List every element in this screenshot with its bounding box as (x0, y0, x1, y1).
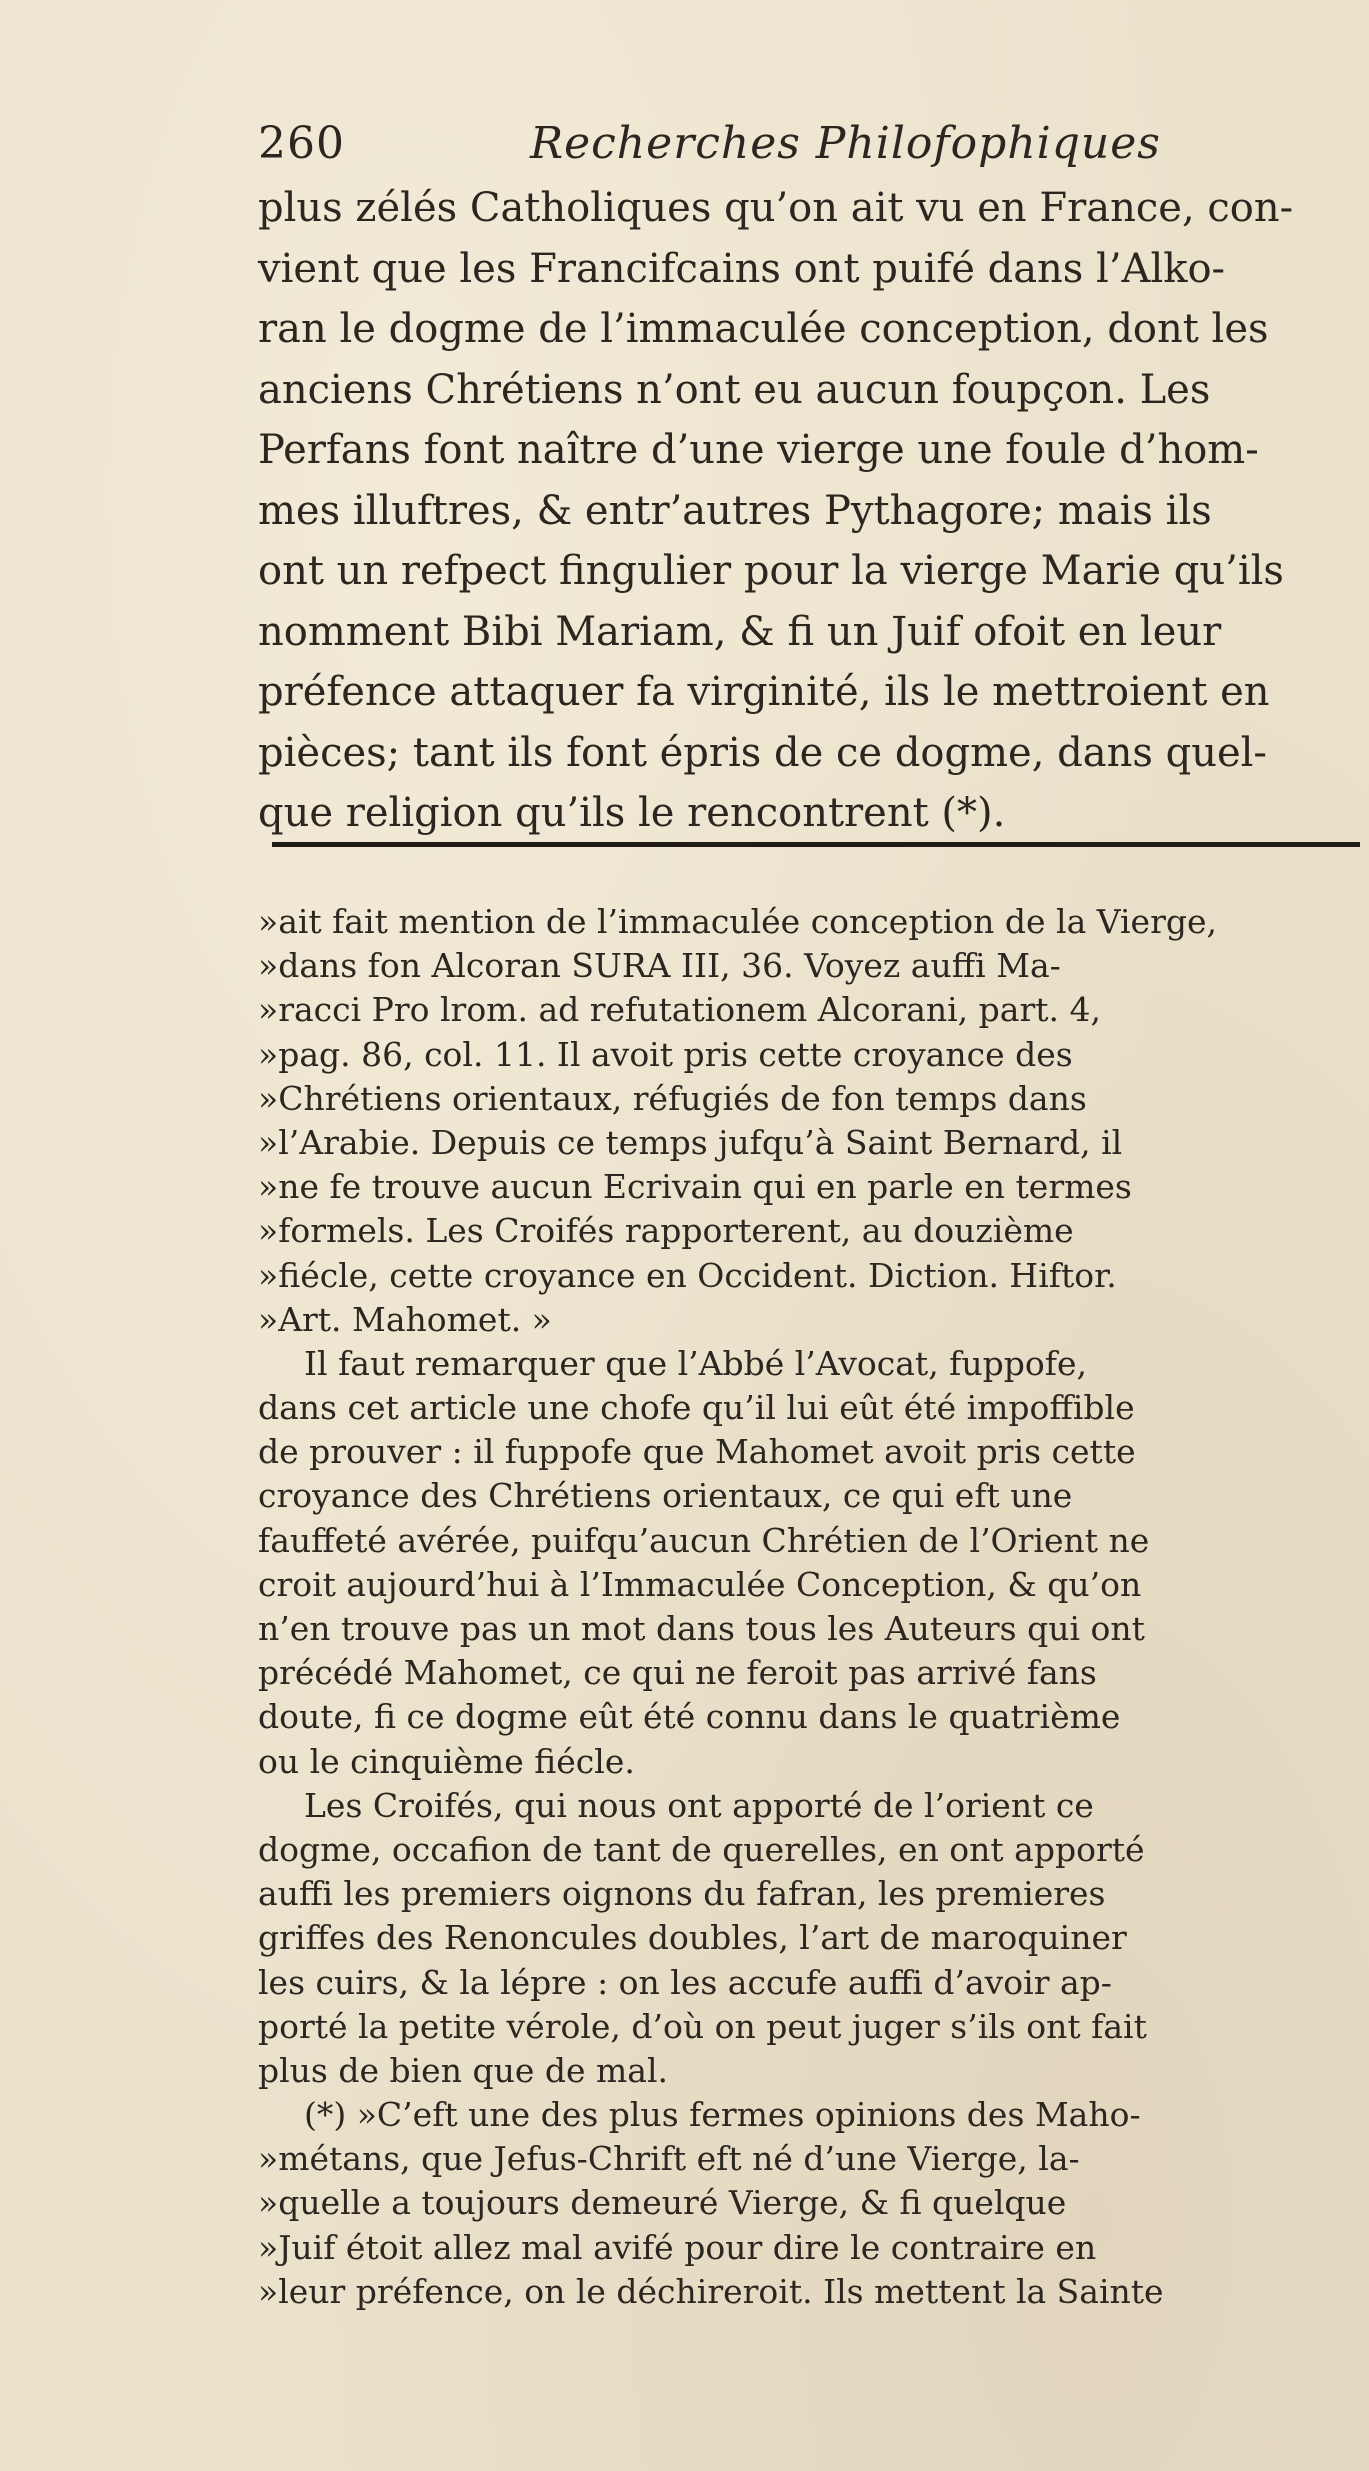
footnote-line: »Juif étoit allez mal avifé pour dire le contraire en (258, 2227, 1097, 2267)
footnote-line: (*) »C’eft une des plus fermes opinions des Maho- (304, 2095, 1141, 2135)
footnote-line: »l’Arabie. Depuis ce temps jufqu’à Saint Bernard, il (258, 1122, 1123, 1162)
main-text-line: anciens Chrétiens n’ont eu aucun foupçon. Les (258, 366, 1211, 413)
main-text-line: que religion qu’ils le rencontrent (*). (258, 790, 1006, 836)
footnote-line: »Chrétiens orientaux, réfugiés de fon temps dans (258, 1078, 1087, 1118)
footnote-line: griffes des Renoncules doubles, l’art de maroquiner (258, 1918, 1127, 1958)
page-header (258, 118, 1218, 178)
main-text-line: préfence attaquer fa virginité, ils le mettroient en (258, 669, 1270, 715)
main-text-line: plus zélés Catholiques qu’on ait vu en France, con- (258, 185, 1294, 231)
main-text-line: mes illuftres, & entr’autres Pythagore; mais ils (258, 487, 1212, 534)
footnote-line: dogme, occafion de tant de querelles, en ont apporté (258, 1829, 1145, 1869)
main-text-line: ran le dogme de l’immaculée conception, dont les (258, 306, 1269, 352)
footnote-line: »quelle a toujours demeuré Vierge, & fi quelque (258, 2183, 1067, 2223)
footnote-line: »fiécle, cette croyance en Occident. Diction. Hiftor. (258, 1255, 1117, 1295)
footnote-line: »ait fait mention de l’immaculée conception de la Vierge, (258, 902, 1217, 941)
footnote-line: »leur préfence, on le déchireroit. Ils mettent la Sainte (258, 2271, 1164, 2311)
running-title: Recherches Philofophiques (530, 118, 1161, 169)
main-text-line: nomment Bibi Mariam, & fi un Juif ofoit en leur (258, 608, 1222, 655)
main-text-line: vient que les Francifcains ont puifé dans l’Alko- (258, 245, 1226, 292)
footnote-separator-rule (272, 842, 1360, 847)
footnote-line: plus de bien que de mal. (258, 2050, 669, 2090)
footnote-line: doute, fi ce dogme eût été connu dans le quatrième (258, 1697, 1121, 1737)
footnote-line: dans cet article une chofe qu’il lui eût été impoffible (258, 1388, 1135, 1428)
footnote-line: précédé Mahomet, ce qui ne feroit pas arrivé fans (258, 1653, 1097, 1693)
footnote-line: »formels. Les Croifés rapporterent, au douzième (258, 1211, 1074, 1251)
footnote-line: fauffeté avérée, puifqu’aucun Chrétien de l’Orient ne (258, 1520, 1150, 1560)
footnote-line: »Art. Mahomet. » (258, 1299, 552, 1339)
footnote-line: »dans fon Alcoran SURA III, 36. Voyez auffi Ma- (258, 946, 1061, 986)
footnote-line: »métans, que Jefus-Chrift eft né d’une Vierge, la- (258, 2139, 1080, 2179)
footnote-line: ou le cinquième fiécle. (258, 1741, 635, 1781)
footnote-line: croit aujourd’hui à l’Immaculée Conception, & qu’on (258, 1564, 1142, 1604)
main-text-line: ont un refpect fingulier pour la vierge Marie qu’ils (258, 548, 1284, 594)
footnote-line: auffi les premiers oignons du fafran, les premieres (258, 1874, 1106, 1914)
footnote-line: »ne fe trouve aucun Ecrivain qui en parle en termes (258, 1167, 1132, 1207)
footnote-line: porté la petite vérole, d’où on peut juger s’ils ont fait (258, 2006, 1147, 2046)
main-text-block (258, 178, 1358, 844)
footnote-line: Les Croifés, qui nous ont apporté de l’orient ce (304, 1785, 1094, 1825)
footnote-line: »pag. 86, col. 11. Il avoit pris cette croyance des (258, 1034, 1073, 1074)
footnotes-block (258, 900, 1358, 2314)
footnote-line: Il faut remarquer que l’Abbé l’Avocat, fuppofe, (304, 1343, 1087, 1383)
footnote-line: les cuirs, & la lépre : on les accufe auffi d’avoir ap- (258, 1962, 1112, 2002)
footnote-line: »racci Pro lrom. ad refutationem Alcorani, part. 4, (258, 990, 1101, 1030)
main-text-line: pièces; tant ils font épris de ce dogme, dans quel- (258, 729, 1267, 776)
main-text-line: Perfans font naître d’une vierge une foule d’hom- (258, 427, 1259, 473)
footnote-line: n’en trouve pas un mot dans tous les Auteurs qui ont (258, 1609, 1145, 1648)
footnote-line: croyance des Chrétiens orientaux, ce qui eft une (258, 1476, 1073, 1516)
footnote-line: de prouver : il fuppofe que Mahomet avoit pris cette (258, 1432, 1136, 1472)
page-number: 260 (258, 118, 345, 169)
